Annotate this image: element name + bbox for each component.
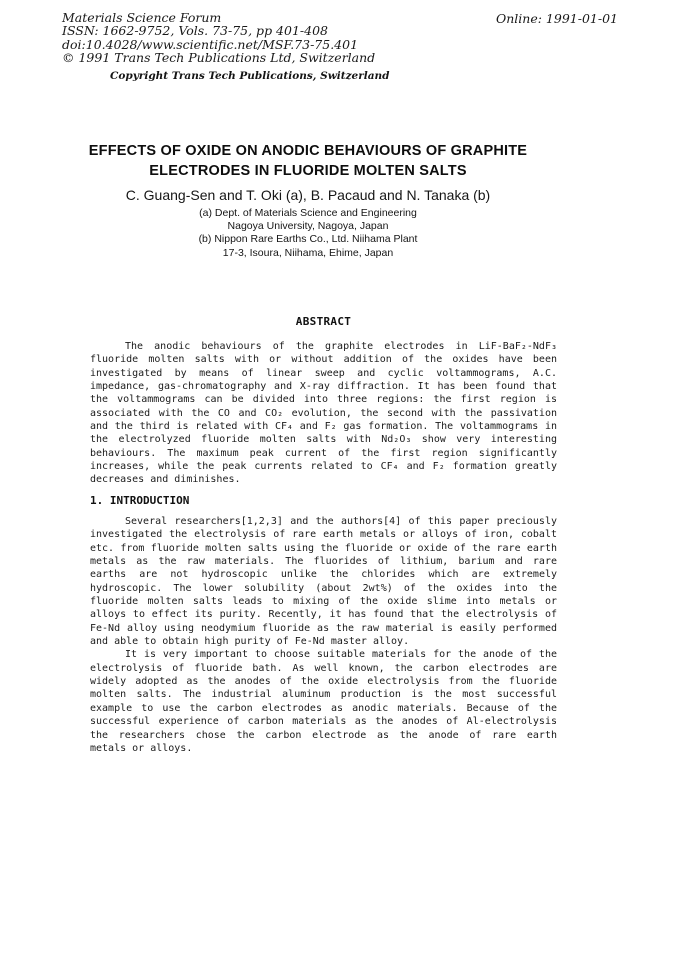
introduction-text [90,515,557,755]
introduction-heading: 1. INTRODUCTION [90,494,190,507]
online-date: Online: 1991-01-01 [496,11,618,26]
abstract-text-line: The anodic behaviours of the graphite electrodes in LiF-BaF₂-NdF₃ [125,341,557,352]
abstract-text-line: the electrolyzed fluoride molten salts with Nd₂O₃ show very interesting [90,434,557,446]
abstract-text-line: associated with the CO and CO₂ evolution, the second with the passivation [90,407,557,419]
affiliation-line: Nagoya University, Nagoya, Japan [227,220,389,233]
paper-title-line: EFFECTS OF OXIDE ON ANODIC BEHAVIOURS OF GRAPHITE [88,143,528,159]
introduction-text-line: metals as the raw materials. The fluorides of lithium, barium and rare [90,556,557,568]
doi-line: doi:10.4028/www.scientific.net/MSF.73-75.401 [62,36,359,52]
introduction-text-line: Several researchers[1,2,3] and the authors[4] of this paper preciously [125,516,557,527]
authors-line: C. Guang-Sen and T. Oki (a), B. Pacaud and N. Tanaka (b) [125,187,491,203]
copyright-line: © 1991 Trans Tech Publications Ltd, Switzerland [62,49,376,65]
introduction-text-line: the researchers chose the carbon electrode as the anode of rare earth [90,729,557,741]
abstract-text-line: impedance, gas-chromatography and X-ray diffraction. It has been found that [90,381,557,393]
introduction-text-line: widely adopted as the anodes of the oxide electrolysis from the fluoride [90,676,557,688]
introduction-text-line: metals or alloys. [90,742,193,754]
affiliation-line: 17-3, Isoura, Niihama, Ehime, Japan [222,246,394,259]
abstract-text-line: fluoride molten salts with or without addition of the oxides have been [90,354,557,366]
introduction-text-line: electrolysis of fluoride bath. As well known, the carbon electrodes are [90,662,557,674]
affiliations [62,207,554,260]
abstract-text-line: increases, while the peak currents related to CF₄ and F₂ formation greatly [90,461,557,473]
introduction-text-line: hydroscopic. The lower solubility (about 2wt%) of the oxides into the [90,582,557,594]
paper-title [62,141,554,181]
introduction-text-line: successful experience of carbon materials as the anodes of Al-electrolysis [90,716,557,728]
introduction-text-line: etc. from fluoride molten salts using the fluoride or oxide of the rare earth [90,542,557,554]
abstract-text-line: and the third is related with CF₄ and F₂ gas formation. The voltammograms in [90,421,557,433]
journal-name: Materials Science Forum [62,10,222,25]
introduction-text-line: example to use the carbon electrodes as anodic materials. Because of the [90,702,557,714]
paper-title-line: ELECTRODES IN FLUORIDE MOLTEN SALTS [149,163,467,179]
introduction-text-line: fluoride molten salts leads to mixing of the oxide slime into metals or [90,596,557,608]
abstract-text-line: behaviours. The maximum peak current of the first region significantly [90,447,557,459]
introduction-text-line: alloys to effect its purity. Recently, it has found that the electrolysis of [90,609,557,621]
abstract-text-line: the voltammograms can be divided into three regions: the first region is [90,394,557,406]
introduction-text-line: It is very important to choose suitable materials for the anode of the [125,649,557,661]
abstract-heading: ABSTRACT [295,315,352,328]
introduction-text-line: molten salts. The industrial aluminum production is the most successful [90,689,557,701]
journal-info [62,11,375,64]
introduction-text-line: and able to obtain high purity of Fe-Nd master alloy. [90,636,410,648]
introduction-text-line: investigated the electrolysis of rare earth metals or alloys of iron, cobalt [90,529,557,541]
issn-line: ISSN: 1662-9752, Vols. 73-75, pp 401-408 [62,23,328,39]
copyright-note: Copyright Trans Tech Publications, Switzerland [110,70,390,82]
affiliation-line: (b) Nippon Rare Earths Co., Ltd. Niihama Plant [198,233,418,246]
introduction-text-line: earths are not hydroscopic unlike the chlorides which are extremely [90,569,557,581]
introduction-text-line: Fe-Nd alloy using neodymium fluoride as the raw material is easily performed [90,622,557,634]
introduction-paragraph-2 [90,648,557,755]
abstract-text-line: investigated by means of linear sweep and cyclic voltammograms, A.C. [90,367,557,379]
abstract-text [90,340,557,487]
abstract-text-line: decreases and diminishes. [90,474,241,486]
introduction-paragraph-1 [90,515,557,648]
affiliation-line: (a) Dept. of Materials Science and Engineering [199,207,417,219]
